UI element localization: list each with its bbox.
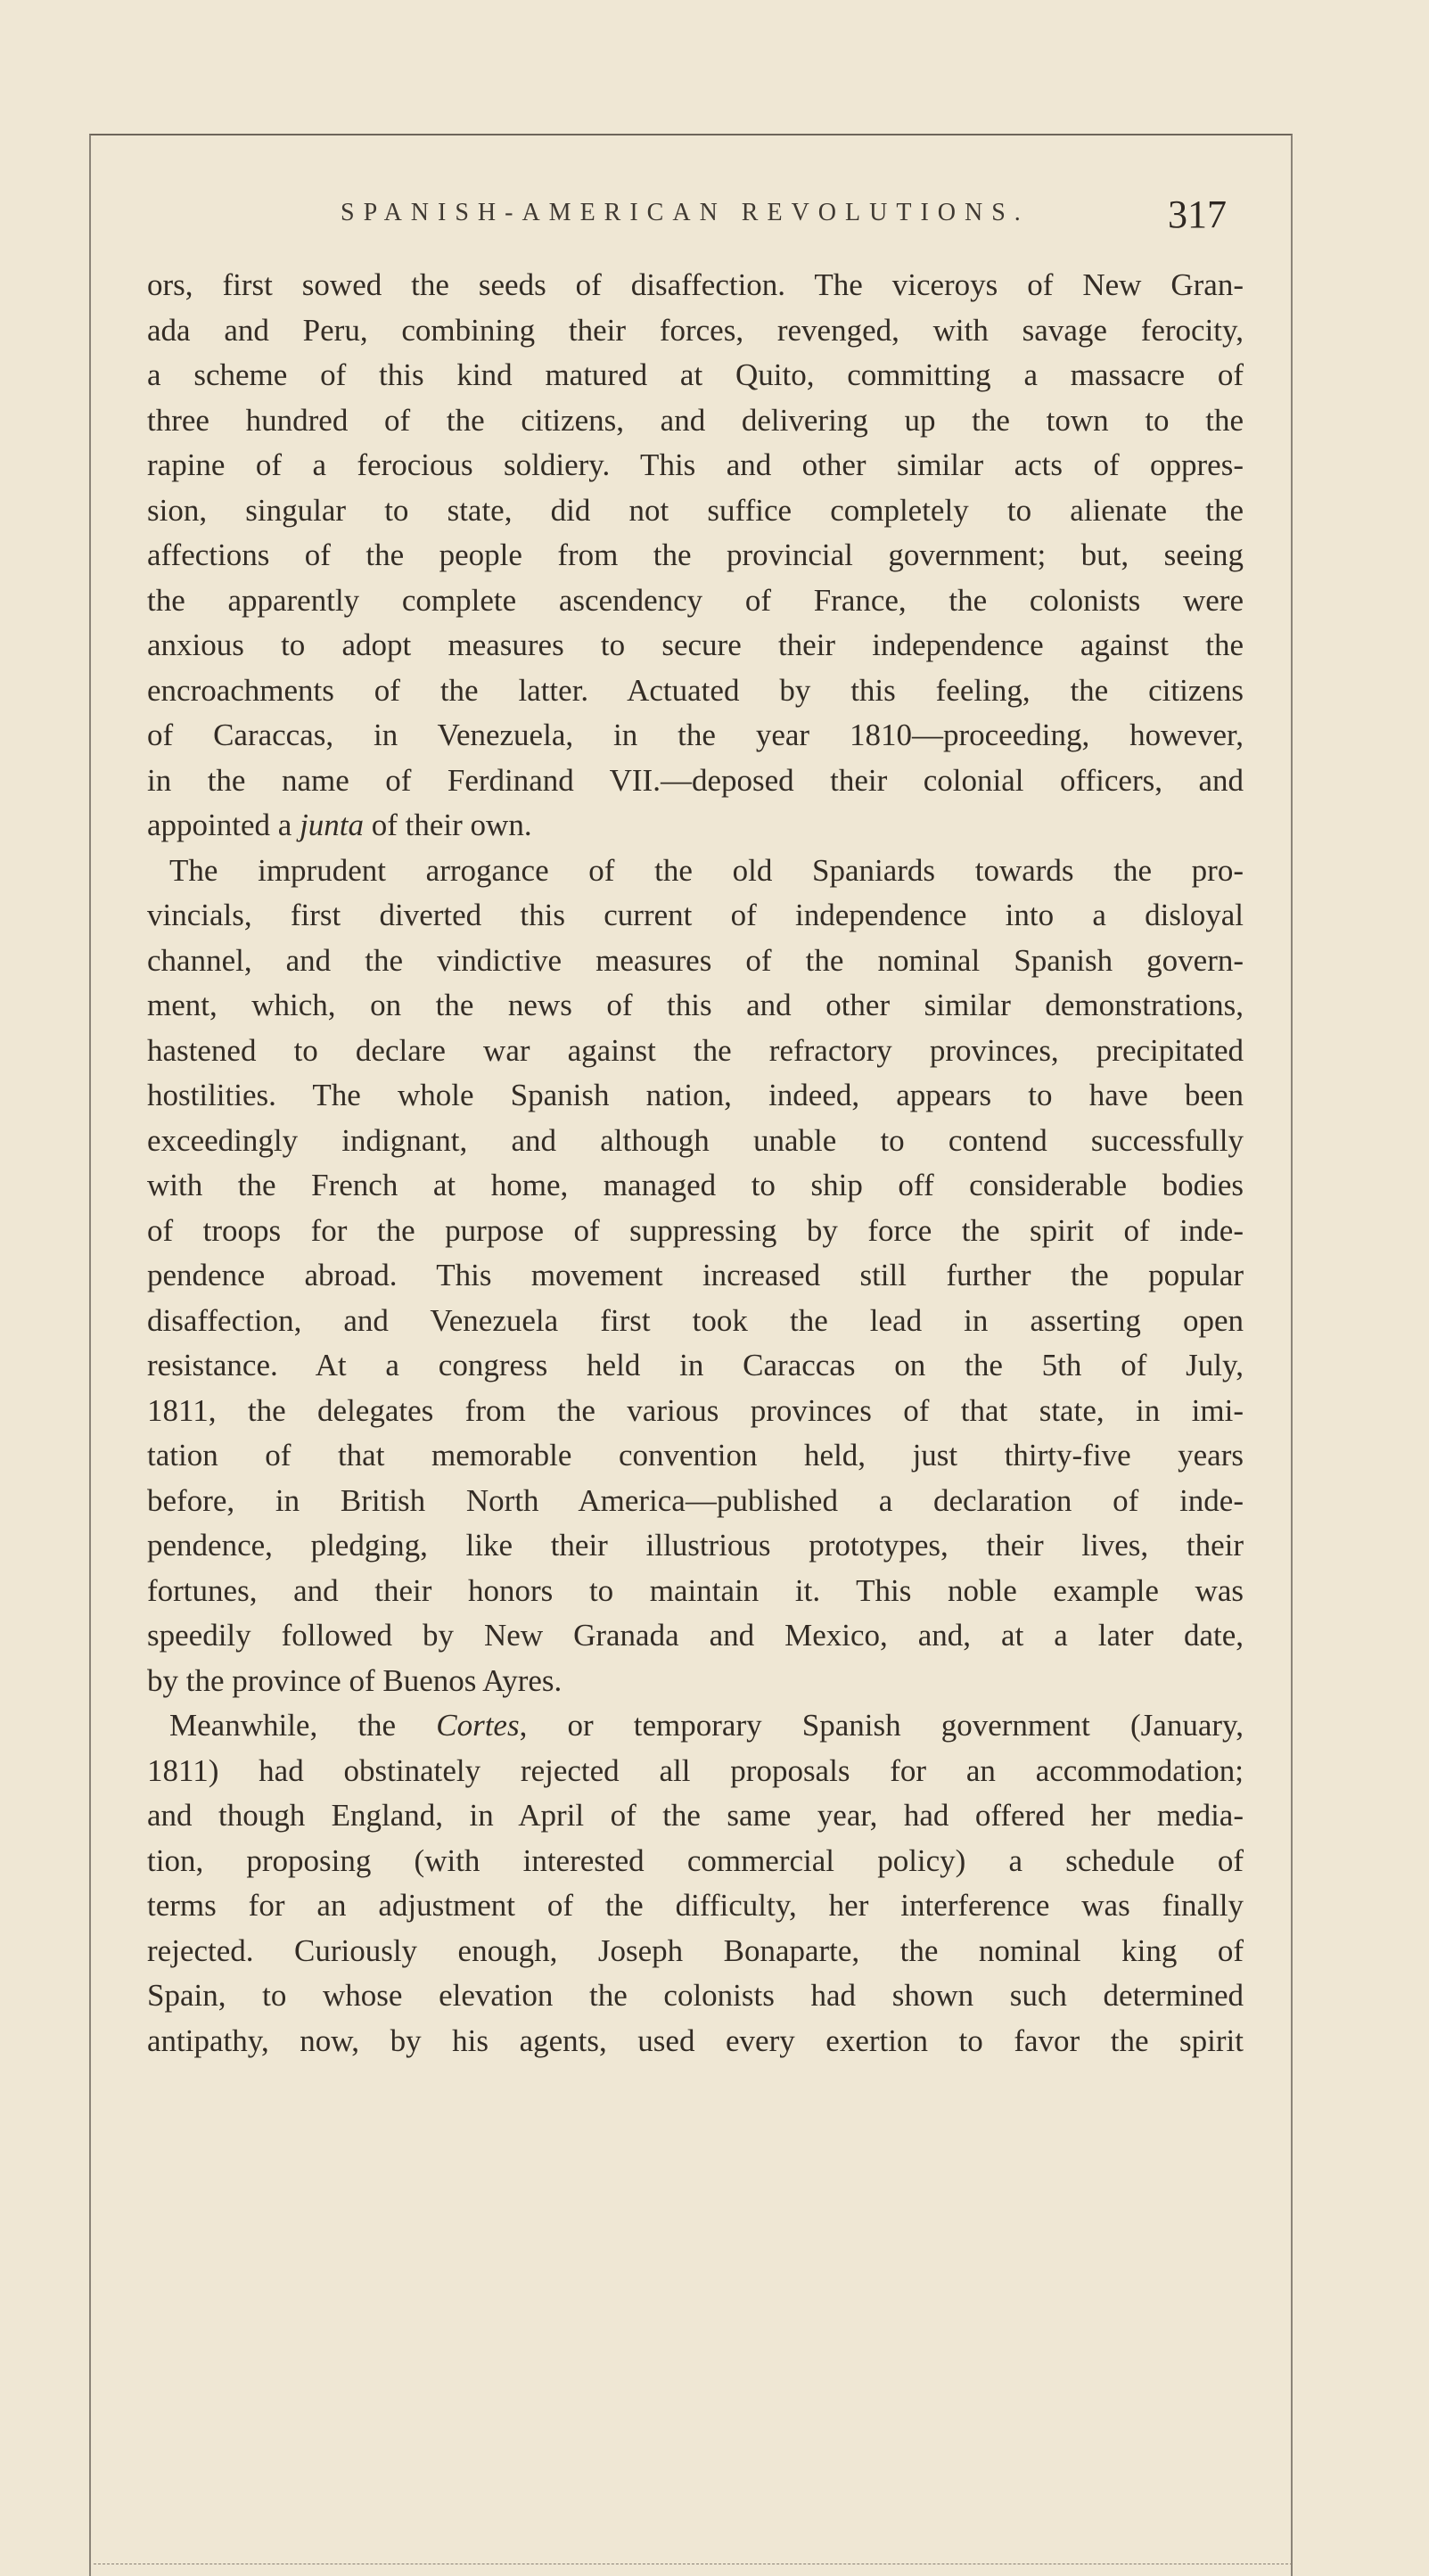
text-line: ors, first sowed the seeds of disaffection. The viceroys of New Gran- [147,267,1244,302]
italic-term: junta [300,808,365,842]
text-run: , or temporary Spanish government (January, [519,1708,1244,1743]
text-line: Spain, to whose elevation the colonists had shown such determined [147,1978,1244,2013]
text-line: rejected. Curiously enough, Joseph Bonaparte, the nominal king of [147,1932,1244,1968]
text-run: of their own. [364,808,532,842]
text-line: in the name of Ferdinand VII.—deposed their colonial officers, and [147,762,1244,798]
text-line: affections of the people from the provincial government; but, seeing [147,537,1244,572]
text-line: with the French at home, managed to ship off considerable bodies [147,1168,1244,1202]
text-line: exceedingly indignant, and although unable to contend successfully [147,1122,1244,1158]
text-line: 1811) had obstinately rejected all proposals for an accommodation; [147,1752,1244,1788]
text-line: hostilities. The whole Spanish nation, indeed, appears to have been [147,1078,1244,1112]
text-line: of troops for the purpose of suppressing by force the spirit of inde- [147,1212,1244,1248]
paragraph-2 [147,849,1244,1704]
text-line: rapine of a ferocious soldiery. This and other similar acts of oppres- [147,447,1244,482]
text-line: tion, proposing (with interested commercial policy) a schedule of [147,1842,1244,1878]
text-line: disaffection, and Venezuela first took the lead in asserting open [147,1302,1244,1338]
text-run: appointed a [147,808,300,842]
text-line: sion, singular to state, did not suffice completely to alienate the [147,492,1244,528]
text-line: hastened to declare war against the refractory provinces, precipitated [147,1032,1244,1068]
text-line: the apparently complete ascendency of France, the colonists were [147,582,1244,618]
text-line: of Caraccas, in Venezuela, in the year 1810—proceeding, however, [147,718,1244,752]
text-line: pendence abroad. This movement increased still further the popular [147,1258,1244,1292]
paragraph-3 [147,1703,1244,2063]
text-line: antipathy, now, by his agents, used every exertion to favor the spirit [147,2022,1244,2058]
body-text [147,263,1244,2063]
text-line: ada and Peru, combining their forces, revenged, with savage ferocity, [147,312,1244,348]
text-line: fortunes, and their honors to maintain it. This noble example was [147,1572,1244,1608]
text-line: by the province of Buenos Ayres. [147,1662,563,1698]
text-line: 1811, the delegates from the various provinces of that state, in imi- [147,1392,1244,1428]
text-line: a scheme of this kind matured at Quito, committing a massacre of [147,357,1244,392]
text-line [147,803,1244,849]
italic-term: Cortes [436,1708,520,1743]
paragraph-1 [147,263,1244,849]
page-header [0,183,1429,245]
text-line [147,1703,1244,1749]
text-line: The imprudent arrogance of the old Spaniards towards the pro- [169,852,1244,888]
text-line: resistance. At a congress held in Caraccas on the 5th of July, [147,1348,1244,1382]
text-line: speedily followed by New Granada and Mexico, and, at a later date, [147,1618,1244,1653]
page-number: 317 [1168,193,1227,236]
text-line: pendence, pledging, like their illustrious prototypes, their lives, their [147,1528,1244,1563]
text-line: encroachments of the latter. Actuated by this feeling, the citizens [147,672,1244,708]
text-line: before, in British North America—published a declaration of inde- [147,1482,1244,1518]
text-line: three hundred of the citizens, and delivering up the town to the [147,402,1244,438]
text-line: ment, which, on the news of this and other similar demonstrations, [147,988,1244,1022]
running-head: SPANISH-AMERICAN REVOLUTIONS. [341,199,1030,226]
text-run: Meanwhile, the [169,1708,437,1743]
text-line: channel, and the vindictive measures of the nominal Spanish govern- [147,942,1244,978]
text-line: vincials, first diverted this current of independence into a disloyal [147,898,1244,932]
text-line: tation of that memorable convention held, just thirty-five years [147,1438,1244,1473]
text-line: and though England, in April of the same year, had offered her media- [147,1798,1244,1833]
text-line: terms for an adjustment of the difficulty, her interference was finally [147,1888,1244,1923]
text-line: anxious to adopt measures to secure their independence against the [147,628,1244,662]
